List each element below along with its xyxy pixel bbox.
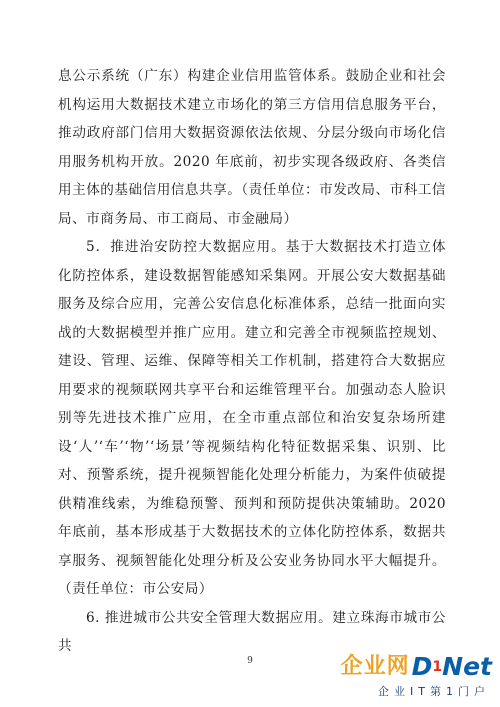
page-number: 9 (247, 656, 253, 666)
paragraph-urban-safety: 6. 推进城市公共安全管理大数据应用。建立珠海市城市公共 (58, 609, 446, 654)
watermark-logo-cn: 企业网 (340, 654, 410, 679)
watermark-logo-net: Net (442, 652, 492, 681)
paragraph-credit-continued: 息公示系统（广东）构建企业信用监管体系。鼓励企业和社会机构运用大数据技术建立市场化的第三方信用信息服务平台，推动政府部门信用大数据资源依法依规、分层分级向市场化信用服务机构开放。2020 年底前，初步实现各级政府、各类信用主体的基础信用信息共享。（责任单位：市发改局、市科工信局、市商务局、市工商局、市金融局） (58, 68, 446, 227)
paragraph-public-security: 5．推进治安防控大数据应用。基于大数据技术打造立体化防控体系，建设数据智能感知采集网。开展公安大数据基础服务及综合应用，完善公安信息化标准体系，总结一批面向实战的大数据模型并推广应用。建立和完善全市视频监控规划、建设、管理、运维、保障等相关工作机制，搭建符合大数据应用要求的视频联网共享平台和运维管理平台。加强动态人脸识别等先进技术推广应用，在全市重点部位和治安复杂场所建设‘人’‘车’‘物’‘场景’等视频结构化特征数据采集、识别、比对、预警系统，提升视频智能化处理分析能力，为案件侦破提供精准线索，为维稳预警、预判和预防提供决策辅助。2020 年底前，基本形成基于大数据技术的立体化防控体系，数据共享服务、视频智能化处理分析及公安业务协同水平大幅提升。（责任单位：市公安局） (58, 239, 446, 597)
watermark-logo-mark (341, 653, 492, 681)
watermark-logo-one: 1 (432, 659, 443, 675)
body-text (58, 62, 446, 661)
watermark-tagline: 企业IT第1门户 (378, 685, 490, 698)
watermark-logo-d: D (411, 652, 433, 681)
watermark-logo (322, 653, 492, 701)
